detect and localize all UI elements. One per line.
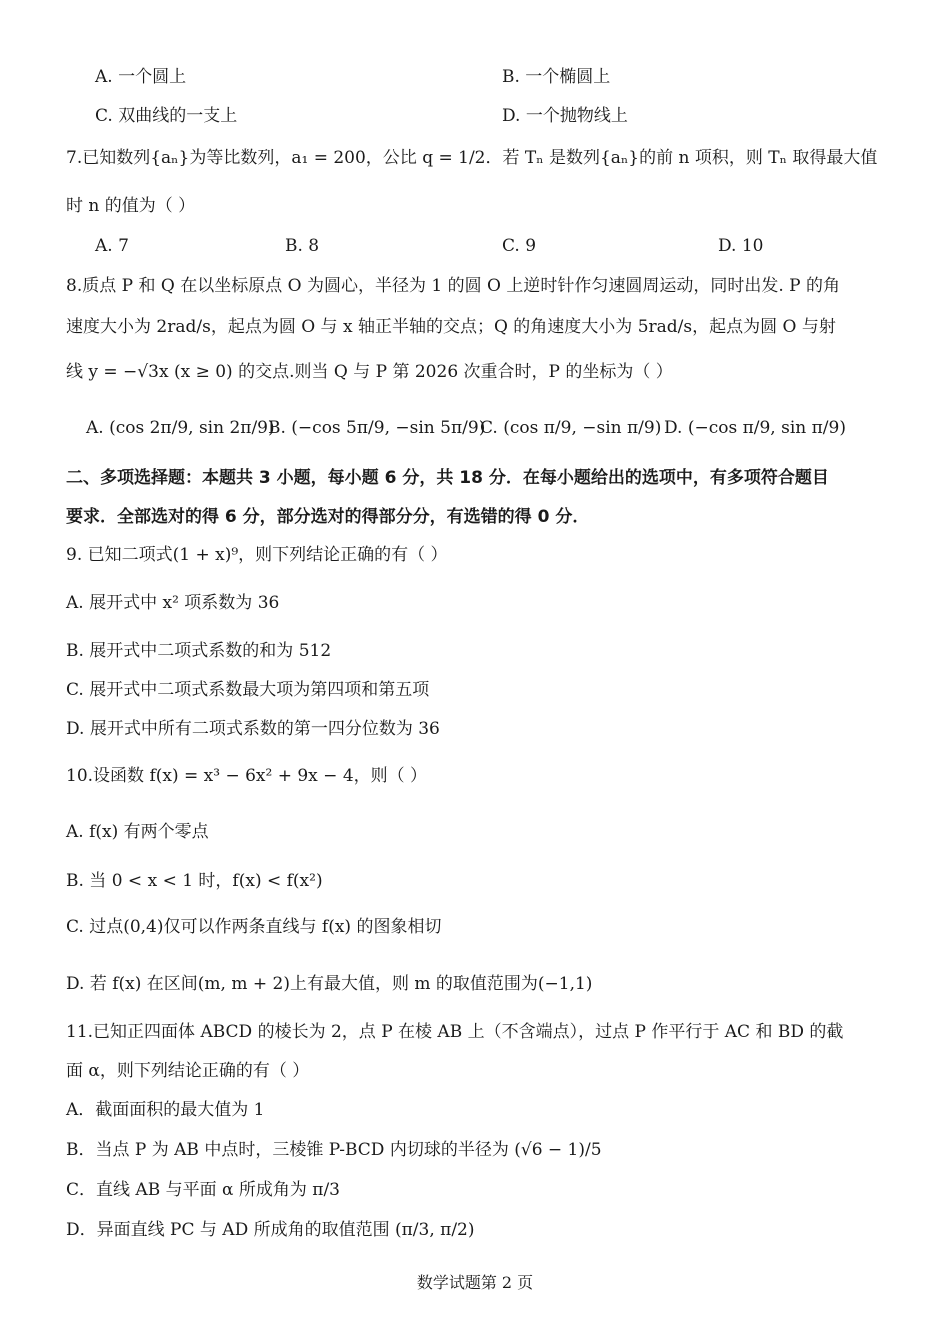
q11-option-c: C．直线 AB 与平面 α 所成角为 π/3	[66, 1180, 340, 1200]
q9-option-b: B. 展开式中二项式系数的和为 512	[66, 641, 332, 661]
section2-instructions-line1: 二、多项选择题：本题共 3 小题，每小题 6 分，共 18 分．在每小题给出的选项中，有多项符合题目	[66, 468, 829, 488]
q10-option-a: A. f(x) 有两个零点	[66, 822, 209, 842]
q11-option-d: D．异面直线 PC 与 AD 所成角的取值范围 (π/3, π/2)	[66, 1220, 475, 1240]
q10-option-d: D. 若 f(x) 在区间(m, m + 2)上有最大值，则 m 的取值范围为(−1,1)	[66, 974, 593, 994]
q6-option-a: A. 一个圆上	[95, 67, 187, 87]
q8-option-b: B. (−cos 5π/9, −sin 5π/9)	[268, 418, 486, 438]
section2-instructions-line2: 要求．全部选对的得 6 分，部分选对的得部分分，有选错的得 0 分．	[66, 507, 590, 527]
q11-option-a: A．截面面积的最大值为 1	[66, 1100, 265, 1120]
page-footer: 数学试题第 2 页	[416, 1273, 534, 1292]
q10-option-b: B. 当 0 < x < 1 时，f(x) < f(x²)	[66, 871, 323, 891]
q9-option-a: A. 展开式中 x² 项系数为 36	[66, 593, 280, 613]
q9-stem: 9. 已知二项式(1 + x)⁹，则下列结论正确的有（ ）	[66, 545, 448, 565]
q11-stem-line2: 面 α，则下列结论正确的有（ ）	[66, 1061, 310, 1081]
q6-option-d: D. 一个抛物线上	[502, 106, 628, 126]
q7-option-c: C. 9	[502, 236, 537, 256]
q7-stem-line1: 7.已知数列{aₙ}为等比数列，a₁ = 200，公比 q = 1/2．若 Tₙ 是数列{aₙ}的前 n 项积，则 Tₙ 取得最大值	[66, 148, 878, 168]
q11-stem-line1: 11.已知正四面体 ABCD 的棱长为 2，点 P 在棱 AB 上（不含端点），过点 P 作平行于 AC 和 BD 的截	[66, 1022, 844, 1042]
q8-stem-line3: 线 y = −√3x (x ≥ 0) 的交点.则当 Q 与 P 第 2026 次重合时，P 的坐标为（ ）	[66, 362, 673, 382]
q7-stem-line2: 时 n 的值为（ ）	[66, 196, 196, 216]
q8-option-d: D. (−cos π/9, sin π/9)	[664, 418, 846, 438]
q10-stem: 10.设函数 f(x) = x³ − 6x² + 9x − 4，则（ ）	[66, 766, 428, 786]
q9-option-c: C. 展开式中二项式系数最大项为第四项和第五项	[66, 680, 430, 700]
q6-option-c: C. 双曲线的一支上	[95, 106, 238, 126]
q7-option-d: D. 10	[718, 236, 764, 256]
q10-option-c: C. 过点(0,4)仅可以作两条直线与 f(x) 的图象相切	[66, 917, 442, 937]
q8-option-a: A. (cos 2π/9, sin 2π/9)	[86, 418, 275, 438]
q8-stem-line2: 速度大小为 2rad/s，起点为圆 O 与 x 轴正半轴的交点；Q 的角速度大小为 5rad/s，起点为圆 O 与射	[66, 317, 836, 337]
q11-option-b: B．当点 P 为 AB 中点时，三棱锥 P-BCD 内切球的半径为 (√6 − 1)/5	[66, 1140, 602, 1160]
q9-option-d: D. 展开式中所有二项式系数的第一四分位数为 36	[66, 719, 440, 739]
q6-option-b: B. 一个椭圆上	[502, 67, 611, 87]
q8-stem-line1: 8.质点 P 和 Q 在以坐标原点 O 为圆心，半径为 1 的圆 O 上逆时针作匀速圆周运动，同时出发. P 的角	[66, 276, 840, 296]
q7-option-a: A. 7	[95, 236, 129, 256]
q8-option-c: C. (cos π/9, −sin π/9)	[480, 418, 662, 438]
q7-option-b: B. 8	[285, 236, 320, 256]
